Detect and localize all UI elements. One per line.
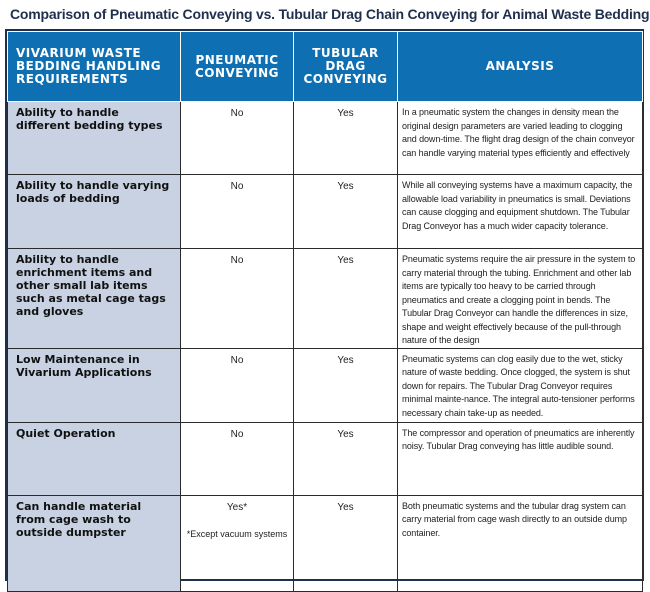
table-row	[8, 249, 643, 349]
requirement-cell: Low Maintenance in Vivarium Applications	[8, 348, 181, 422]
comparison-table-grid	[7, 31, 643, 592]
pneumatic-cell: No	[181, 249, 294, 349]
table-row	[8, 348, 643, 422]
tubular-cell: Yes	[294, 249, 398, 349]
table-header-row	[8, 32, 643, 102]
analysis-cell: In a pneumatic system the changes in density mean the original design parameters are varied leading to clogging and down-time. The flight drag design of the chain conveyor can handle varying material types efficiently and effectively	[398, 102, 643, 175]
header-tubular: TUBULAR DRAG CONVEYING	[294, 32, 398, 102]
requirement-cell: Ability to handle varying loads of bedding	[8, 175, 181, 249]
header-pneumatic: PNEUMATIC CONVEYING	[181, 32, 294, 102]
pneumatic-cell: No	[181, 175, 294, 249]
tubular-cell: Yes	[294, 102, 398, 175]
tubular-cell: Yes	[294, 348, 398, 422]
analysis-cell: The compressor and operation of pneumatics are inherently noisy. Tubular Drag conveying has little audible sound.	[398, 422, 643, 495]
analysis-cell: Pneumatic systems require the air pressure in the system to carry material through the tubing. Enrichment and other lab items are typically too heavy to be carried through pneumatics and create a clogging point in bends. The Tubular Drag Conveyor can handle the differences in size, shape and weight effectively because of the pull-through nature of the design	[398, 249, 643, 349]
pneumatic-value: Yes*	[226, 501, 248, 513]
page-title: Comparison of Pneumatic Conveying vs. Tubular Drag Chain Conveying for Animal Waste Bedding	[10, 6, 650, 22]
header-analysis: ANALYSIS	[398, 32, 643, 102]
pneumatic-cell: No	[181, 422, 294, 495]
analysis-cell: Both pneumatic systems and the tubular drag system can carry material from cage wash directly to an outside dump container.	[398, 495, 643, 591]
comparison-table	[5, 29, 644, 581]
analysis-cell: While all conveying systems have a maximum capacity, the allowable load variability in pneumatics is small. Deviations can cause clogging and equipment shutdown. The Tubular Drag Conveyor has a much wider capacity tolerance.	[398, 175, 643, 249]
tubular-cell: Yes	[294, 495, 398, 591]
header-requirements: VIVARIUM WASTE BEDDING HANDLING REQUIREMENTS	[8, 32, 181, 102]
table-row	[8, 495, 643, 591]
requirement-cell: Can handle material from cage wash to outside dumpster	[8, 495, 181, 591]
requirement-cell: Quiet Operation	[8, 422, 181, 495]
requirement-cell: Ability to handle different bedding types	[8, 102, 181, 175]
tubular-cell: Yes	[294, 422, 398, 495]
pneumatic-cell: No	[181, 102, 294, 175]
table-row	[8, 175, 643, 249]
requirement-cell: Ability to handle enrichment items and other small lab items such as metal cage tags and gloves	[8, 249, 181, 349]
analysis-cell: Pneumatic systems can clog easily due to the wet, sticky nature of waste bedding. Once clogged, the system is shut down for repairs. The Tubular Drag Conveyor requires minimal mainte-nance. The integral auto-tensioner performs necessary chain take-up as needed.	[398, 348, 643, 422]
tubular-cell: Yes	[294, 175, 398, 249]
pneumatic-cell: No	[181, 348, 294, 422]
table-row	[8, 102, 643, 175]
table-row	[8, 422, 643, 495]
pneumatic-cell	[181, 495, 294, 591]
footnote: *Except vacuum systems	[186, 528, 288, 539]
